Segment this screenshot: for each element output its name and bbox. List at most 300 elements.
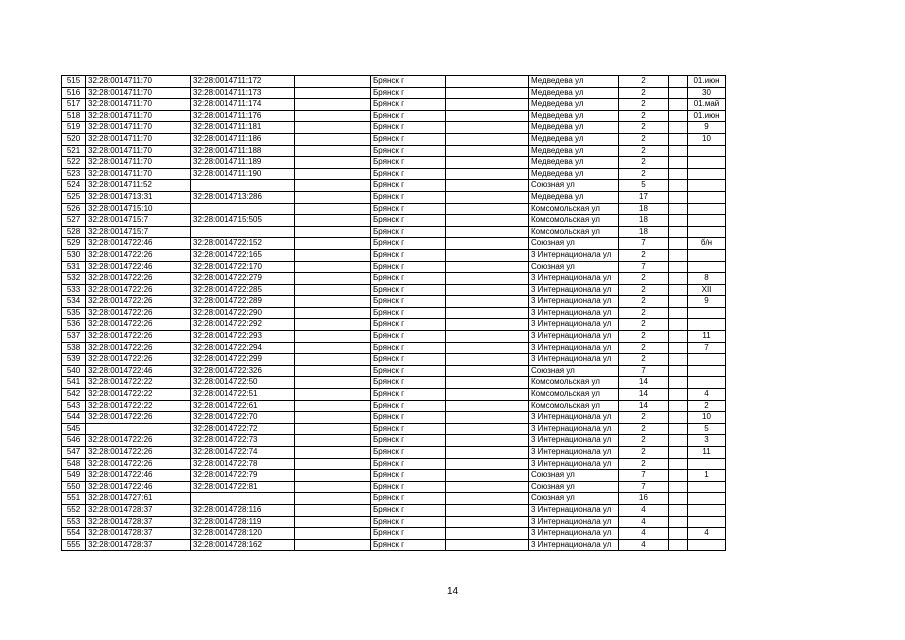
cell-cadastral-number: 32:28:0014711:188 xyxy=(191,145,295,157)
table-row xyxy=(62,458,726,470)
cell-blank-col xyxy=(295,99,371,111)
cell-blank-col-3 xyxy=(669,180,688,192)
cell-blank-col-3 xyxy=(669,110,688,122)
cell-house-number: 2 xyxy=(619,296,669,308)
table-row xyxy=(62,319,726,331)
table-row xyxy=(62,493,726,505)
cell-row-number: 517 xyxy=(62,99,86,111)
cell-cadastral-number: 32:28:0014722:78 xyxy=(191,458,295,470)
table-row xyxy=(62,238,726,250)
cell-blank-col xyxy=(295,389,371,401)
cell-cadastral-block: 32:28:0014722:26 xyxy=(86,319,191,331)
cell-blank-col-3 xyxy=(669,447,688,459)
cell-blank-col-3 xyxy=(669,215,688,227)
table-row xyxy=(62,447,726,459)
cell-house-number: 4 xyxy=(619,516,669,528)
cell-cadastral-block: 32:28:0014711:70 xyxy=(86,133,191,145)
cell-apartment xyxy=(688,157,726,169)
cell-row-number: 547 xyxy=(62,447,86,459)
cell-cadastral-block: 32:28:0014722:26 xyxy=(86,354,191,366)
cell-row-number: 553 xyxy=(62,516,86,528)
cell-street: Медведева ул xyxy=(529,110,619,122)
cell-street: Комсомольская ул xyxy=(529,389,619,401)
table-row xyxy=(62,516,726,528)
cell-blank-col xyxy=(295,528,371,540)
cell-row-number: 523 xyxy=(62,168,86,180)
cell-city: Брянск г xyxy=(371,145,446,157)
cell-house-number: 2 xyxy=(619,354,669,366)
cell-street: 3 Интернационала ул xyxy=(529,273,619,285)
cell-city: Брянск г xyxy=(371,447,446,459)
cell-row-number: 541 xyxy=(62,377,86,389)
cell-street: 3 Интернационала ул xyxy=(529,307,619,319)
cell-cadastral-block: 32:28:0014722:26 xyxy=(86,296,191,308)
cell-blank-col-2 xyxy=(446,528,529,540)
cell-house-number: 18 xyxy=(619,226,669,238)
cell-city: Брянск г xyxy=(371,516,446,528)
cell-blank-col-2 xyxy=(446,481,529,493)
cell-cadastral-number: 32:28:0014722:289 xyxy=(191,296,295,308)
cell-house-number: 14 xyxy=(619,389,669,401)
cell-cadastral-number: 32:28:0014722:73 xyxy=(191,435,295,447)
table-row xyxy=(62,157,726,169)
cell-blank-col-2 xyxy=(446,377,529,389)
cell-row-number: 555 xyxy=(62,539,86,551)
cell-cadastral-block: 32:28:0014711:70 xyxy=(86,168,191,180)
cell-blank-col xyxy=(295,215,371,227)
table-row xyxy=(62,423,726,435)
cell-row-number: 531 xyxy=(62,261,86,273)
table-row xyxy=(62,215,726,227)
cell-blank-col-3 xyxy=(669,249,688,261)
cell-apartment xyxy=(688,516,726,528)
cell-house-number: 2 xyxy=(619,99,669,111)
cell-blank-col xyxy=(295,168,371,180)
cell-apartment xyxy=(688,145,726,157)
cell-row-number: 537 xyxy=(62,331,86,343)
cell-apartment: 11 xyxy=(688,447,726,459)
cell-blank-col xyxy=(295,435,371,447)
cell-cadastral-number: 32:28:0014722:79 xyxy=(191,470,295,482)
cell-row-number: 522 xyxy=(62,157,86,169)
table-row xyxy=(62,435,726,447)
cell-street: 3 Интернационала ул xyxy=(529,539,619,551)
cell-city: Брянск г xyxy=(371,481,446,493)
cell-city: Брянск г xyxy=(371,400,446,412)
cell-street: Медведева ул xyxy=(529,157,619,169)
cell-city: Брянск г xyxy=(371,423,446,435)
cell-cadastral-block: 32:28:0014722:26 xyxy=(86,458,191,470)
cell-row-number: 546 xyxy=(62,435,86,447)
cell-row-number: 548 xyxy=(62,458,86,470)
cell-cadastral-block: 32:28:0014727:61 xyxy=(86,493,191,505)
cell-cadastral-block: 32:28:0014728:37 xyxy=(86,539,191,551)
cell-blank-col-3 xyxy=(669,377,688,389)
cell-blank-col-3 xyxy=(669,307,688,319)
cell-house-number: 2 xyxy=(619,458,669,470)
cell-blank-col-3 xyxy=(669,87,688,99)
cell-cadastral-block: 32:28:0014722:46 xyxy=(86,481,191,493)
cell-apartment: 30 xyxy=(688,87,726,99)
table-row xyxy=(62,284,726,296)
cell-apartment xyxy=(688,539,726,551)
cell-city: Брянск г xyxy=(371,133,446,145)
cell-street: Комсомольская ул xyxy=(529,215,619,227)
cell-house-number: 2 xyxy=(619,145,669,157)
table-row xyxy=(62,76,726,88)
cell-blank-col xyxy=(295,203,371,215)
page-number: 14 xyxy=(446,586,459,597)
cell-cadastral-block: 32:28:0014728:37 xyxy=(86,528,191,540)
table-row xyxy=(62,296,726,308)
cell-blank-col xyxy=(295,377,371,389)
cell-blank-col xyxy=(295,273,371,285)
cell-cadastral-block: 32:28:0014711:70 xyxy=(86,87,191,99)
cell-city: Брянск г xyxy=(371,504,446,516)
cell-street: Медведева ул xyxy=(529,133,619,145)
cell-house-number: 14 xyxy=(619,377,669,389)
cell-blank-col-2 xyxy=(446,400,529,412)
cell-blank-col-2 xyxy=(446,87,529,99)
cell-city: Брянск г xyxy=(371,389,446,401)
cell-street: Медведева ул xyxy=(529,99,619,111)
cell-row-number: 540 xyxy=(62,365,86,377)
cell-house-number: 2 xyxy=(619,87,669,99)
cell-cadastral-block: 32:28:0014711:52 xyxy=(86,180,191,192)
cell-city: Брянск г xyxy=(371,122,446,134)
table-row xyxy=(62,133,726,145)
table-row xyxy=(62,168,726,180)
cell-house-number: 2 xyxy=(619,412,669,424)
cell-cadastral-number: 32:28:0014722:81 xyxy=(191,481,295,493)
cell-house-number: 2 xyxy=(619,157,669,169)
cell-apartment: 2 xyxy=(688,400,726,412)
cell-blank-col-3 xyxy=(669,365,688,377)
cell-cadastral-number: 32:28:0014722:285 xyxy=(191,284,295,296)
cell-blank-col-2 xyxy=(446,191,529,203)
cell-row-number: 515 xyxy=(62,76,86,88)
cell-row-number: 550 xyxy=(62,481,86,493)
cell-cadastral-number: 32:28:0014722:70 xyxy=(191,412,295,424)
cell-blank-col-2 xyxy=(446,447,529,459)
cell-cadastral-number: 32:28:0014711:181 xyxy=(191,122,295,134)
table-row xyxy=(62,365,726,377)
cell-blank-col-3 xyxy=(669,168,688,180)
cell-apartment: 4 xyxy=(688,528,726,540)
cell-blank-col xyxy=(295,76,371,88)
table-row xyxy=(62,203,726,215)
cell-apartment: 3 xyxy=(688,435,726,447)
cell-city: Брянск г xyxy=(371,191,446,203)
cell-blank-col-2 xyxy=(446,342,529,354)
table-row xyxy=(62,226,726,238)
cell-street: 3 Интернационала ул xyxy=(529,504,619,516)
cell-city: Брянск г xyxy=(371,168,446,180)
cell-blank-col-3 xyxy=(669,435,688,447)
table-row xyxy=(62,261,726,273)
cell-blank-col-3 xyxy=(669,481,688,493)
cell-blank-col-3 xyxy=(669,296,688,308)
cell-cadastral-block: 32:28:0014722:26 xyxy=(86,273,191,285)
cell-street: Медведева ул xyxy=(529,87,619,99)
cell-apartment xyxy=(688,226,726,238)
cell-blank-col-2 xyxy=(446,110,529,122)
table-row xyxy=(62,412,726,424)
cell-blank-col-2 xyxy=(446,261,529,273)
cell-blank-col-2 xyxy=(446,423,529,435)
cell-blank-col xyxy=(295,180,371,192)
cell-house-number: 4 xyxy=(619,539,669,551)
cell-city: Брянск г xyxy=(371,157,446,169)
cell-blank-col xyxy=(295,145,371,157)
cell-house-number: 7 xyxy=(619,481,669,493)
cell-blank-col-3 xyxy=(669,203,688,215)
cell-blank-col xyxy=(295,412,371,424)
cell-blank-col-3 xyxy=(669,99,688,111)
cell-row-number: 533 xyxy=(62,284,86,296)
cell-blank-col-3 xyxy=(669,122,688,134)
cell-blank-col xyxy=(295,516,371,528)
cell-house-number: 7 xyxy=(619,238,669,250)
cell-blank-col xyxy=(295,157,371,169)
cell-cadastral-block: 32:28:0014728:37 xyxy=(86,516,191,528)
cell-cadastral-number: 32:28:0014722:294 xyxy=(191,342,295,354)
cell-cadastral-block: 32:28:0014722:26 xyxy=(86,435,191,447)
cell-apartment xyxy=(688,377,726,389)
cell-street: 3 Интернационала ул xyxy=(529,354,619,366)
cell-city: Брянск г xyxy=(371,528,446,540)
cell-cadastral-number: 32:28:0014722:74 xyxy=(191,447,295,459)
cell-blank-col-2 xyxy=(446,516,529,528)
table-row xyxy=(62,307,726,319)
cell-blank-col-2 xyxy=(446,331,529,343)
cell-row-number: 520 xyxy=(62,133,86,145)
cell-cadastral-number: 32:28:0014722:72 xyxy=(191,423,295,435)
cell-city: Брянск г xyxy=(371,435,446,447)
cell-house-number: 2 xyxy=(619,284,669,296)
cell-row-number: 539 xyxy=(62,354,86,366)
cell-blank-col-2 xyxy=(446,122,529,134)
cell-blank-col-3 xyxy=(669,493,688,505)
cell-city: Брянск г xyxy=(371,319,446,331)
cell-city: Брянск г xyxy=(371,76,446,88)
cell-street: Комсомольская ул xyxy=(529,400,619,412)
cell-blank-col xyxy=(295,296,371,308)
cell-cadastral-number: 32:28:0014711:172 xyxy=(191,76,295,88)
cell-apartment: 01.июн xyxy=(688,76,726,88)
cell-cadastral-block: 32:28:0014711:70 xyxy=(86,122,191,134)
cell-blank-col xyxy=(295,133,371,145)
cell-house-number: 7 xyxy=(619,261,669,273)
table-row xyxy=(62,377,726,389)
cell-cadastral-number: 32:28:0014722:51 xyxy=(191,389,295,401)
cell-cadastral-number: 32:28:0014728:120 xyxy=(191,528,295,540)
cell-blank-col xyxy=(295,458,371,470)
cell-row-number: 529 xyxy=(62,238,86,250)
cell-street: 3 Интернационала ул xyxy=(529,528,619,540)
cell-house-number: 2 xyxy=(619,168,669,180)
table-row xyxy=(62,470,726,482)
cell-cadastral-number: 32:28:0014722:170 xyxy=(191,261,295,273)
cell-cadastral-block: 32:28:0014722:22 xyxy=(86,389,191,401)
cell-cadastral-block: 32:28:0014722:22 xyxy=(86,400,191,412)
cell-cadastral-number: 32:28:0014722:61 xyxy=(191,400,295,412)
cell-cadastral-number: 32:28:0014722:290 xyxy=(191,307,295,319)
cell-blank-col-2 xyxy=(446,504,529,516)
cell-street: 3 Интернационала ул xyxy=(529,412,619,424)
cell-apartment: 9 xyxy=(688,122,726,134)
cell-city: Брянск г xyxy=(371,493,446,505)
cell-blank-col-2 xyxy=(446,226,529,238)
table-row xyxy=(62,145,726,157)
cell-blank-col-2 xyxy=(446,180,529,192)
cell-row-number: 521 xyxy=(62,145,86,157)
cell-row-number: 527 xyxy=(62,215,86,227)
cell-street: Союзная ул xyxy=(529,365,619,377)
cell-apartment: б/н xyxy=(688,238,726,250)
cell-cadastral-number: 32:28:0014722:293 xyxy=(191,331,295,343)
cell-blank-col-2 xyxy=(446,307,529,319)
cell-cadastral-block: 32:28:0014722:46 xyxy=(86,470,191,482)
cell-apartment: 4 xyxy=(688,389,726,401)
cell-cadastral-number: 32:28:0014715:505 xyxy=(191,215,295,227)
cell-apartment: 1 xyxy=(688,470,726,482)
cell-city: Брянск г xyxy=(371,99,446,111)
cell-street: Комсомольская ул xyxy=(529,203,619,215)
cell-house-number: 7 xyxy=(619,365,669,377)
cell-blank-col xyxy=(295,400,371,412)
cell-blank-col xyxy=(295,284,371,296)
cell-city: Брянск г xyxy=(371,296,446,308)
cell-cadastral-number: 32:28:0014711:176 xyxy=(191,110,295,122)
cell-street: Союзная ул xyxy=(529,180,619,192)
cell-house-number: 7 xyxy=(619,470,669,482)
cell-street: 3 Интернационала ул xyxy=(529,296,619,308)
cell-cadastral-number: 32:28:0014722:50 xyxy=(191,377,295,389)
table-row xyxy=(62,191,726,203)
cell-apartment: 10 xyxy=(688,412,726,424)
cell-blank-col xyxy=(295,423,371,435)
cell-blank-col xyxy=(295,504,371,516)
cell-blank-col-3 xyxy=(669,389,688,401)
cell-blank-col xyxy=(295,110,371,122)
cell-apartment xyxy=(688,203,726,215)
cell-blank-col-3 xyxy=(669,273,688,285)
cell-cadastral-block: 32:28:0014711:70 xyxy=(86,145,191,157)
cell-city: Брянск г xyxy=(371,249,446,261)
cell-blank-col-3 xyxy=(669,76,688,88)
cell-blank-col-3 xyxy=(669,504,688,516)
cell-street: Медведева ул xyxy=(529,122,619,134)
cell-cadastral-block: 32:28:0014722:22 xyxy=(86,377,191,389)
cell-blank-col-3 xyxy=(669,423,688,435)
cell-blank-col-3 xyxy=(669,157,688,169)
cell-cadastral-block: 32:28:0014722:46 xyxy=(86,365,191,377)
cell-blank-col-2 xyxy=(446,203,529,215)
cell-row-number: 545 xyxy=(62,423,86,435)
cell-apartment: 11 xyxy=(688,331,726,343)
cell-row-number: 528 xyxy=(62,226,86,238)
cell-cadastral-number: 32:28:0014711:189 xyxy=(191,157,295,169)
cell-blank-col-2 xyxy=(446,435,529,447)
cell-row-number: 524 xyxy=(62,180,86,192)
cell-apartment xyxy=(688,307,726,319)
table-row xyxy=(62,504,726,516)
cell-cadastral-number: 32:28:0014722:299 xyxy=(191,354,295,366)
cell-city: Брянск г xyxy=(371,470,446,482)
cell-blank-col xyxy=(295,191,371,203)
table-row xyxy=(62,331,726,343)
cell-cadastral-block: 32:28:0014722:46 xyxy=(86,261,191,273)
cell-blank-col-3 xyxy=(669,331,688,343)
cell-blank-col-2 xyxy=(446,319,529,331)
cell-street: Союзная ул xyxy=(529,261,619,273)
cell-street: 3 Интернационала ул xyxy=(529,516,619,528)
cell-city: Брянск г xyxy=(371,307,446,319)
cell-cadastral-block: 32:28:0014711:70 xyxy=(86,76,191,88)
cell-row-number: 542 xyxy=(62,389,86,401)
cell-cadastral-block: 32:28:0014715:7 xyxy=(86,226,191,238)
cell-blank-col-2 xyxy=(446,249,529,261)
cell-house-number: 2 xyxy=(619,342,669,354)
cell-cadastral-number: 32:28:0014711:190 xyxy=(191,168,295,180)
cell-city: Брянск г xyxy=(371,273,446,285)
cell-blank-col xyxy=(295,87,371,99)
table-row xyxy=(62,273,726,285)
cell-house-number: 14 xyxy=(619,400,669,412)
cell-cadastral-block: 32:28:0014715:7 xyxy=(86,215,191,227)
cell-apartment xyxy=(688,504,726,516)
cell-apartment xyxy=(688,354,726,366)
cell-blank-col xyxy=(295,481,371,493)
cell-cadastral-block: 32:28:0014711:70 xyxy=(86,99,191,111)
cell-street: 3 Интернационала ул xyxy=(529,458,619,470)
cell-city: Брянск г xyxy=(371,331,446,343)
cell-blank-col xyxy=(295,365,371,377)
cell-blank-col-2 xyxy=(446,133,529,145)
cell-blank-col-2 xyxy=(446,493,529,505)
cell-street: Союзная ул xyxy=(529,493,619,505)
table-row xyxy=(62,87,726,99)
cell-blank-col xyxy=(295,342,371,354)
cell-row-number: 544 xyxy=(62,412,86,424)
cell-blank-col xyxy=(295,238,371,250)
cell-blank-col-3 xyxy=(669,342,688,354)
cell-street: Союзная ул xyxy=(529,238,619,250)
cell-blank-col xyxy=(295,249,371,261)
table-row xyxy=(62,342,726,354)
cell-row-number: 526 xyxy=(62,203,86,215)
cell-apartment xyxy=(688,249,726,261)
cell-cadastral-number xyxy=(191,203,295,215)
table-row xyxy=(62,354,726,366)
cell-blank-col-3 xyxy=(669,261,688,273)
cell-cadastral-block: 32:28:0014722:26 xyxy=(86,412,191,424)
cell-cadastral-number: 32:28:0014711:173 xyxy=(191,87,295,99)
table-row xyxy=(62,180,726,192)
table-row xyxy=(62,528,726,540)
cell-blank-col-2 xyxy=(446,238,529,250)
cell-blank-col-2 xyxy=(446,539,529,551)
cell-street: Медведева ул xyxy=(529,191,619,203)
cell-blank-col xyxy=(295,307,371,319)
cell-blank-col xyxy=(295,470,371,482)
cell-house-number: 18 xyxy=(619,215,669,227)
cell-house-number: 2 xyxy=(619,76,669,88)
cell-blank-col-3 xyxy=(669,528,688,540)
cell-blank-col-2 xyxy=(446,458,529,470)
cell-city: Брянск г xyxy=(371,203,446,215)
